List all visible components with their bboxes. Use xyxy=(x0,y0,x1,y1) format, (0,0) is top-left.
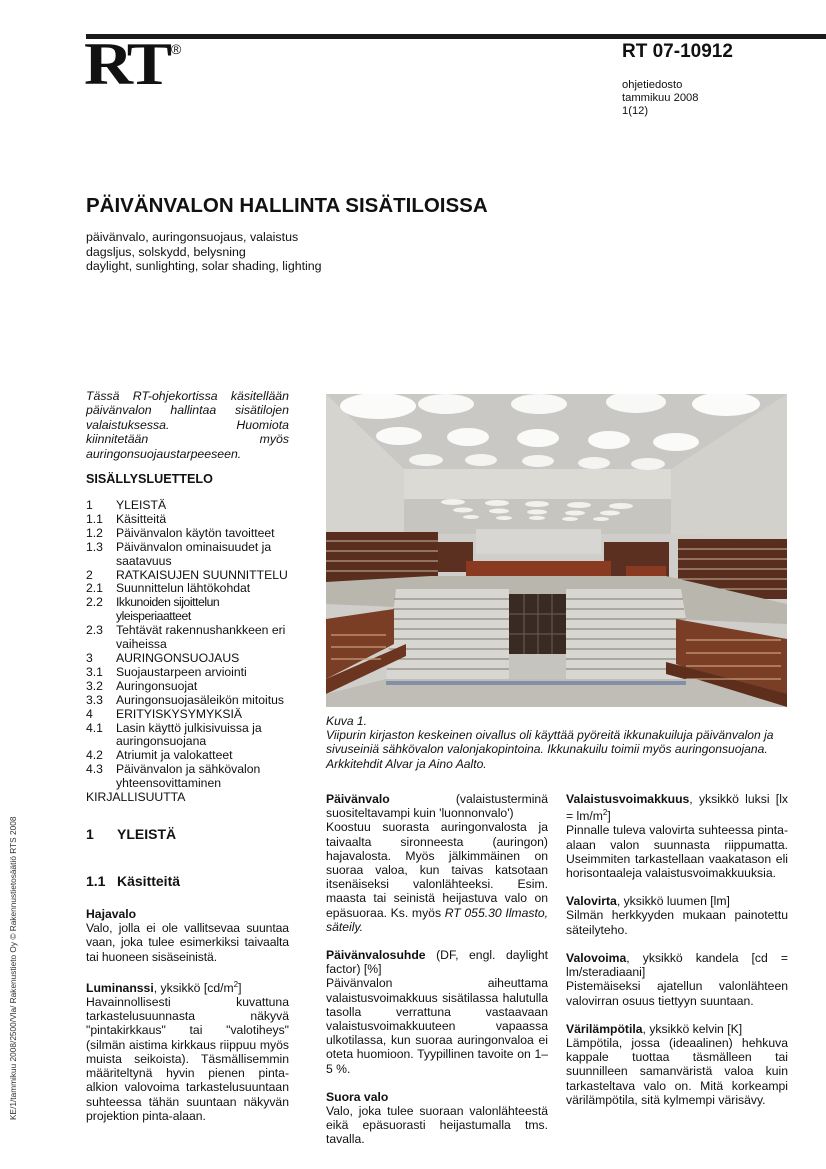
term-definition: Valo, joka tulee suoraan valonlähteestä eikä epäsuorasti heijastumalla tms. tavalla. xyxy=(326,1104,548,1147)
keywords-fi: päivänvalo, auringonsuojaus, valaistus xyxy=(86,230,299,244)
term-definition: Koostuu suorasta auringonvalosta ja taivaalta sironneesta (auringon) hajavalosta. Myös jälkimmäinen on suoraa valoa, kun taivas katsotaan itsenäiseksi valonlähteeksi. Esim. maasta tai seinistä heijastuva valo on epäsuoraa. Ks. myös xyxy=(326,820,548,920)
term-definition: Havainnollisesti kuvattuna tarkastelusuunnasta näkyvä "pintakirkkaus" tai "valotiheys" (silmän aistima kirkkaus riippuu myös muista seikoista). Täsmällisemmin määriteltynä hyvin pienen pinta-alkion valovoima tarkastelusuuntaan suhteessa tähän suuntaan näkyvän projektion pinta-alaan. xyxy=(86,995,289,1123)
registered-mark: ® xyxy=(171,41,182,57)
toc-text: ERITYISKYSYMYKSIÄ xyxy=(116,706,242,721)
term-definition: Pistemäiseksi ajatellun valonlähteen valovirran osuus tiettyyn suuntaan. xyxy=(566,979,788,1008)
toc-item[interactable] xyxy=(86,541,289,569)
terms-right-column xyxy=(566,792,788,1121)
toc-num: 1.2 xyxy=(86,525,103,540)
term-valovirta xyxy=(566,894,788,937)
toc-num: 3.3 xyxy=(86,692,103,707)
term-paivanvalosuhde xyxy=(326,948,548,1076)
section-title: YLEISTÄ xyxy=(117,826,177,842)
term-unit: , yksikkö luumen [lm] xyxy=(616,894,730,909)
toc-item[interactable] xyxy=(86,749,289,763)
toc-text: RATKAISUJEN SUUNNITTELU xyxy=(116,567,288,582)
toc-item[interactable] xyxy=(86,582,289,596)
term-heading: Päivänvalosuhde xyxy=(326,948,426,963)
figure-caption xyxy=(326,714,796,771)
toc-text: Tehtävät rakennushankkeen eri vaiheissa xyxy=(116,623,286,652)
term-unit: ] xyxy=(607,809,611,824)
toc-text: Lasin käyttö julkisivuissa ja auringonsuojana xyxy=(116,720,262,749)
toc-title: SISÄLLYSLUETTELO xyxy=(86,472,213,486)
toc-item[interactable] xyxy=(86,708,289,722)
toc-num: 4 xyxy=(86,706,93,721)
toc-item[interactable] xyxy=(86,763,289,791)
toc-num: 1.3 xyxy=(86,539,103,554)
term-unit: (valaistusterminä suositeltavampi kuin 'luonnonvalo') xyxy=(326,792,548,821)
document-code: RT 07-10912 xyxy=(622,41,733,62)
section-number: 1 xyxy=(86,826,94,842)
term-paivanvalo xyxy=(326,792,548,934)
term-definition: Pinnalle tuleva valovirta suhteessa pinta-alaan valon suunnasta riippumatta. Useimmiten tarkastellaan vaakatason eli horisontaaleja valaistusvoimakkuuksia. xyxy=(566,823,788,881)
document-type: ohjetiedosto xyxy=(622,79,683,91)
term-valaistusvoimakkuus xyxy=(566,792,788,880)
toc-item[interactable] xyxy=(86,624,289,652)
page-title: PÄIVÄNVALON HALLINTA SISÄTILOISSA xyxy=(86,194,488,217)
term-heading: Valovirta xyxy=(566,894,617,909)
toc-text: YLEISTÄ xyxy=(116,498,167,512)
keywords xyxy=(86,230,322,274)
term-heading: Päivänvalo xyxy=(326,792,390,806)
toc-item[interactable] xyxy=(86,666,289,680)
toc-item[interactable] xyxy=(86,596,289,624)
toc-item[interactable] xyxy=(86,680,289,694)
toc-item[interactable] xyxy=(86,722,289,750)
toc-text: Suunnittelun lähtökohdat xyxy=(116,581,251,596)
toc-num: 2.3 xyxy=(86,623,103,638)
document-date: tammikuu 2008 xyxy=(622,92,699,105)
toc-text: Auringonsuojasäleikön mitoitus xyxy=(116,692,285,707)
term-heading: Hajavalo xyxy=(86,907,137,921)
toc-item[interactable] xyxy=(86,513,289,527)
library-hall-illustration xyxy=(326,394,787,707)
intro-text: Tässä RT-ohjekortissa käsitellään päivänvalon hallintaa sisätilojen valaistuksessa. Huomiota kiinnitetään myös auringonsuojaustarpeeseen. xyxy=(86,389,289,461)
term-heading: Luminanssi xyxy=(86,980,154,995)
term-definition: Valo, jolla ei ole vallitsevaa suuntaa vaan, joka tulee esimerkiksi taivaalta tai huoneen sisäseinistä. xyxy=(86,921,289,964)
keywords-en: daylight, sunlighting, solar shading, lighting xyxy=(86,259,322,274)
term-unit: ] xyxy=(238,980,242,995)
toc-num: 3.1 xyxy=(86,664,103,679)
toc-text: Päivänvalon ja sähkövalon yhteensovittaminen xyxy=(116,762,261,791)
header-rule xyxy=(86,34,826,39)
term-suora-valo xyxy=(326,1090,548,1147)
toc-num: 1.1 xyxy=(86,511,103,526)
toc-text: Käsitteitä xyxy=(116,511,167,526)
terms-left-column xyxy=(86,907,289,1137)
toc-text: Atriumit ja valokatteet xyxy=(116,748,233,763)
term-heading: Värilämpötila xyxy=(566,1021,643,1036)
toc-item[interactable] xyxy=(86,499,289,513)
term-valovoima xyxy=(566,951,788,1008)
term-varilampotila xyxy=(566,1022,788,1107)
toc-text: Päivänvalon käytön tavoitteet xyxy=(116,525,275,540)
figure-caption-text: Viipurin kirjaston keskeinen oivallus oli käyttää pyöreitä ikkunakuiluja päivänvalon ja sivuseiniä sähkövalon valonjakopintoina. Ikkunakuilu toimii myös auringonsuojana. xyxy=(326,728,774,757)
terms-middle-column xyxy=(326,792,548,1161)
rt-logo: RT xyxy=(84,30,169,98)
toc-num: 3.2 xyxy=(86,678,103,693)
toc-item[interactable] xyxy=(86,694,289,708)
figure-photo xyxy=(326,394,787,707)
side-credit: KE/1/tammikuu 2008/2500/Vla/ Rakenustieto Oy © Rakennustietosäätiö RTS 2008 xyxy=(8,816,18,1120)
toc-num: 2.1 xyxy=(86,581,103,596)
toc-num: 4.2 xyxy=(86,748,103,763)
toc-num: 4.1 xyxy=(86,720,103,735)
term-definition: Silmän herkkyyden mukaan painotettu säteilyteho. xyxy=(566,908,788,937)
toc-item[interactable] xyxy=(86,569,289,583)
term-unit: (DF, engl. daylight factor) [%] xyxy=(326,948,548,977)
keywords-sv: dagsljus, solskydd, belysning xyxy=(86,244,246,259)
toc-item[interactable] xyxy=(86,527,289,541)
term-reference-link[interactable]: RT 055.30 Ilmasto, säteily. xyxy=(326,905,548,934)
toc-text: Päivänvalon ominaisuudet ja saatavuus xyxy=(116,539,272,568)
toc-item-literature[interactable] xyxy=(86,791,289,805)
toc-num: 1 xyxy=(86,498,93,512)
term-unit: , yksikkö kelvin [K] xyxy=(642,1021,743,1036)
document-meta xyxy=(622,79,699,119)
term-unit: , yksikkö [cd/m xyxy=(153,980,234,995)
toc-item[interactable] xyxy=(86,652,289,666)
table-of-contents xyxy=(86,499,289,805)
toc-text: Ikkunoiden sijoittelun yleisperiaatteet xyxy=(116,595,220,624)
term-heading: Suora valo xyxy=(326,1089,389,1104)
toc-num: 2 xyxy=(86,567,93,582)
section-title: Käsitteitä xyxy=(117,873,181,889)
term-hajavalo xyxy=(86,907,289,964)
term-luminanssi xyxy=(86,978,289,1123)
toc-num: 3 xyxy=(86,650,93,665)
term-definition: Päivänvalon aiheuttama valaistusvoimakkuus sisätilassa halutulla tasolla verrattuna vastaavaan valaistusvoimakkuuteen vapaassa ulkotilassa, kun suoraa auringonvaloa ei oteta huomioon. Tyypillinen tavoite on 1–5 %. xyxy=(326,976,548,1076)
toc-text: KIRJALLISUUTTA xyxy=(86,790,186,805)
figure-label: Kuva 1. xyxy=(326,714,368,728)
section-heading-1 xyxy=(86,826,176,842)
toc-text: AURINGONSUOJAUS xyxy=(116,650,240,665)
term-heading: Valaistusvoimakkuus xyxy=(566,792,690,806)
toc-num: 4.3 xyxy=(86,762,103,777)
term-heading: Valovoima xyxy=(566,950,627,965)
section-number: 1.1 xyxy=(86,873,106,889)
section-heading-1-1 xyxy=(86,873,180,889)
term-unit: , yksikkö kandela [cd = lm/steradiaani] xyxy=(566,950,788,980)
term-unit-sup: 2 xyxy=(233,979,239,989)
term-unit: , yksikkö luksi [lx = lm/m xyxy=(566,792,788,824)
term-unit-sup: 2 xyxy=(602,808,608,818)
toc-text: Suojaustarpeen arviointi xyxy=(116,664,247,679)
toc-num: 2.2 xyxy=(86,595,103,610)
page-number: 1(12) xyxy=(622,105,649,118)
term-definition: Lämpötila, jossa (ideaalinen) hehkuva kappale tuottaa täsmälleen tai suunnilleen samanväristä valoa kuin tarkasteltava valo on. Mitä korkeampi värilämpötila, sitä kylmempi värisävy. xyxy=(566,1035,788,1107)
figure-credit: Arkkitehdit Alvar ja Aino Aalto. xyxy=(326,756,487,771)
toc-text: Auringonsuojat xyxy=(116,678,198,693)
